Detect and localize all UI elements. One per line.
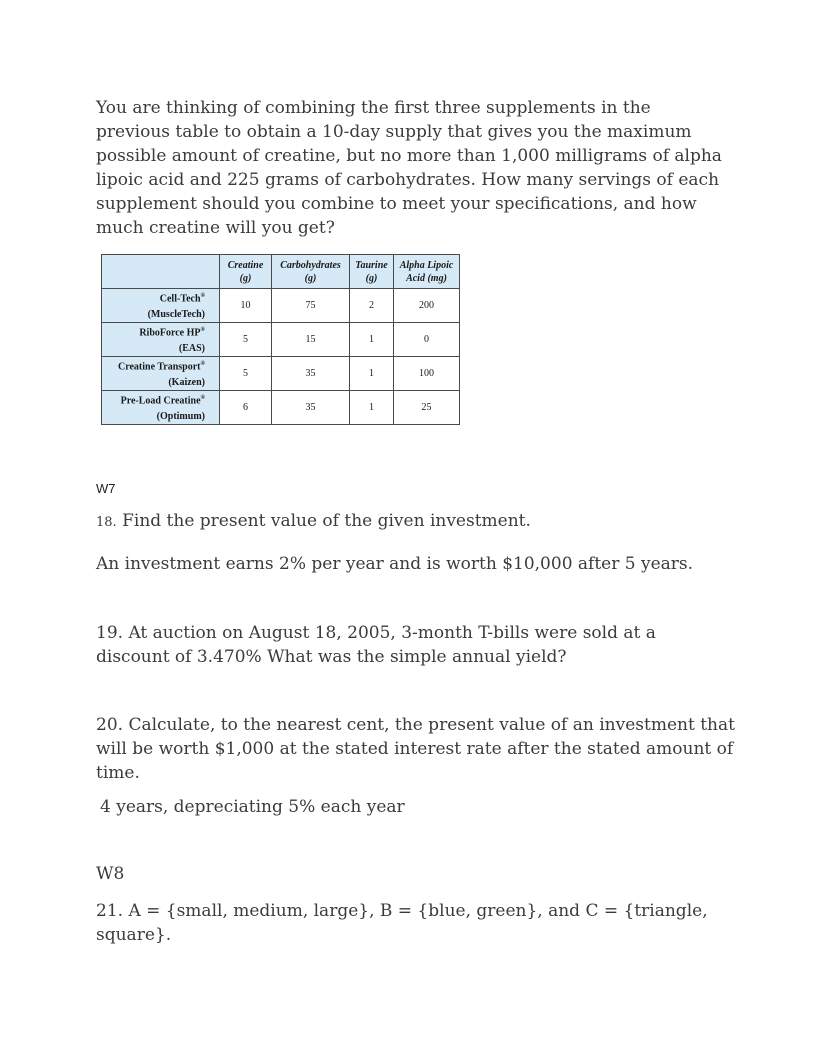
table-cell: 1 (350, 323, 394, 357)
table-row (102, 323, 460, 357)
table-cell: 100 (394, 357, 460, 391)
registered-mark: ® (200, 395, 205, 402)
table-cell: 35 (272, 391, 350, 425)
table-row (102, 391, 460, 425)
column-header-line1: Creatine (227, 259, 264, 271)
table-cell: 1 (350, 357, 394, 391)
column-header (220, 255, 272, 289)
question-18 (96, 509, 726, 535)
table-cell: 6 (220, 391, 272, 425)
registered-mark: ® (200, 327, 205, 334)
row-header (102, 357, 220, 391)
question-number: 18. (96, 515, 117, 530)
table-cell: 75 (272, 289, 350, 323)
question-text: Find the present value of the given investment. (116, 511, 531, 531)
table-cell: 5 (220, 357, 272, 391)
table-cell: 15 (272, 323, 350, 357)
supplement-table (101, 254, 460, 425)
table-cell: 10 (220, 289, 272, 323)
registered-mark: ® (200, 293, 205, 300)
table-cell: 35 (272, 357, 350, 391)
supplement-brand: (Kaizen) (168, 376, 205, 388)
table-row (102, 357, 460, 391)
question-20-detail: 4 years, depreciating 5% each year (100, 797, 405, 817)
column-header (350, 255, 394, 289)
supplement-name: Cell-Tech (159, 293, 201, 305)
column-header-line2: Acid (mg) (406, 272, 447, 284)
registered-mark: ® (200, 361, 205, 368)
supplement-name: RiboForce HP (139, 327, 201, 339)
section-heading-w8: W8 (96, 864, 125, 884)
table-header-row (102, 255, 460, 289)
table-corner-cell (102, 255, 220, 289)
question-20: 20. Calculate, to the nearest cent, the present value of an investment that will be worth $1,000 at the stated interest rate after the stated amount of time. (96, 715, 735, 783)
supplement-name: Creatine Transport (118, 361, 201, 373)
question-18-detail: An investment earns 2% per year and is worth $10,000 after 5 years. (96, 554, 694, 574)
column-header-line2: (g) (365, 272, 378, 284)
column-header-line1: Carbohydrates (280, 259, 341, 271)
table-cell: 5 (220, 323, 272, 357)
table-cell: 1 (350, 391, 394, 425)
column-header-line1: Taurine (355, 259, 388, 271)
question-21: 21. A = {small, medium, large}, B = {blue, green}, and C = {triangle, square}. (96, 901, 708, 945)
column-header (394, 255, 460, 289)
row-header (102, 391, 220, 425)
row-header (102, 323, 220, 357)
column-header (272, 255, 350, 289)
supplement-brand: (EAS) (178, 342, 205, 354)
supplement-brand: (Optimum) (156, 410, 205, 422)
row-header (102, 289, 220, 323)
column-header-line2: (g) (239, 272, 252, 284)
supplement-name: Pre-Load Creatine (120, 395, 201, 407)
column-header-line2: (g) (304, 272, 317, 284)
table-cell: 200 (394, 289, 460, 323)
section-heading-w7: W7 (96, 481, 116, 496)
supplement-brand: (MuscleTech) (147, 308, 205, 320)
table-cell: 0 (394, 323, 460, 357)
table-row (102, 289, 460, 323)
table-cell: 2 (350, 289, 394, 323)
column-header-line1: Alpha Lipoic (399, 259, 454, 271)
problem-intro: You are thinking of combining the first three supplements in the previous table to obtain a 10-day supply that gives you the maximum possible amount of creatine, but no more than 1,000 milligrams of alpha lipoic acid and 225 grams of carbohydrates. How many servings of each supplement should you combine to meet your specifications, and how much creatine will you get? (96, 98, 722, 238)
question-19: 19. At auction on August 18, 2005, 3-month T-bills were sold at a discount of 3.470% What was the simple annual yield? (96, 623, 656, 667)
table-cell: 25 (394, 391, 460, 425)
